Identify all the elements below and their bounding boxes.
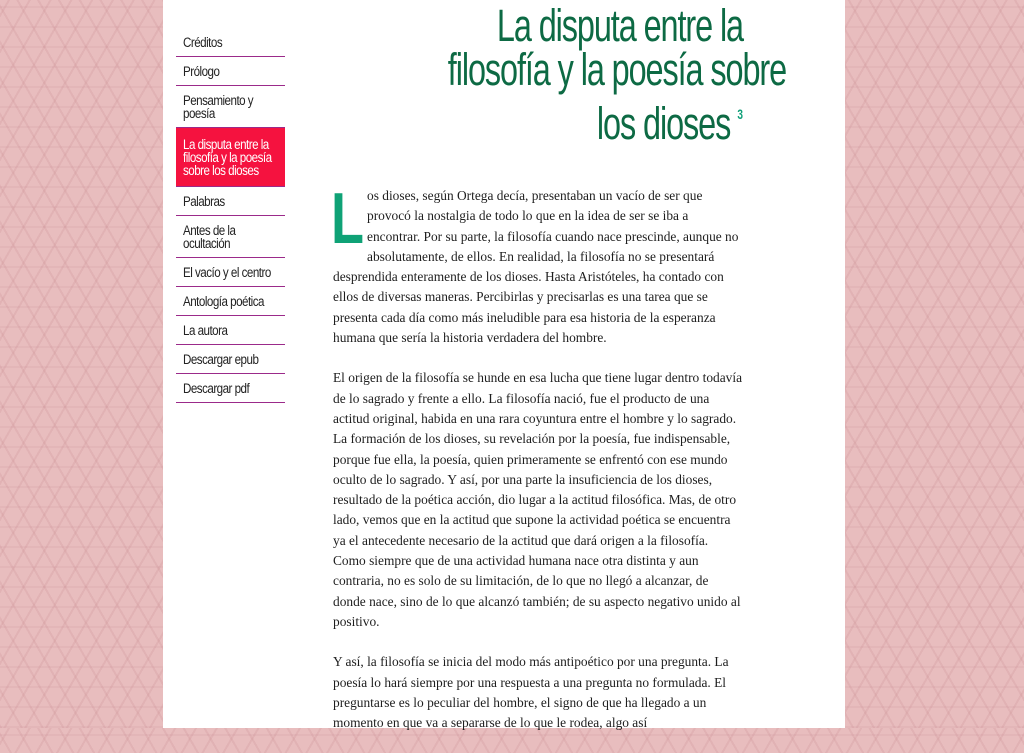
sidebar-item-descargar-epub[interactable]: [176, 345, 285, 374]
sidebar-item-label: El vacío y el centro: [183, 265, 271, 280]
title-line-last: [448, 92, 743, 149]
sidebar-item-label: Descargar pdf: [183, 381, 250, 396]
page-panel: [163, 0, 845, 731]
sidebar-item-antologia-poetica[interactable]: [176, 287, 285, 316]
sidebar-item-palabras[interactable]: [176, 187, 285, 216]
title-line: filosofía y la poesía sobre: [447, 44, 787, 95]
sidebar-item-label: Palabras: [183, 194, 225, 209]
sidebar-item-label: Pensamiento y poesía: [183, 93, 254, 121]
drop-cap: L: [331, 179, 364, 259]
title-line: La disputa entre la: [496, 0, 743, 51]
article-content: [331, 0, 787, 753]
page-title: [333, 0, 787, 149]
sidebar-item-label: Antología poética: [183, 294, 264, 309]
sidebar-item-descargar-pdf[interactable]: [176, 374, 285, 403]
sidebar-item-label: Antes de la ocultación: [183, 223, 236, 251]
sidebar-item-la-disputa[interactable]: [176, 128, 285, 187]
sidebar-item-prologo[interactable]: [176, 57, 285, 86]
sidebar-item-creditos[interactable]: [176, 28, 285, 57]
sidebar-item-la-autora[interactable]: [176, 316, 285, 345]
paragraph: [331, 179, 743, 348]
sidebar-item-label: La autora: [183, 323, 228, 338]
sidebar-item-label: Créditos: [183, 35, 223, 50]
article-body: [331, 179, 743, 733]
sidebar-item-label: Descargar epub: [183, 352, 259, 367]
sidebar-item-pensamiento-y-poesia[interactable]: [176, 86, 285, 128]
paragraph-text: os dioses, según Ortega decía, presentaban un vacío de ser que provocó la nostalgia de todo lo que en la idea de ser se iba a encontrar. Por su parte, la filosofía cuando nace prescinde, aunque no absolutamente, de ellos. En realidad, la filosofía no se presentará desprendida enteramente de los dioses. Hasta Aristóteles, ha contado con ellos de diversas maneras. Percibirlas y precisarlas es una tarea que se presenta cada día como más ineludible para esa historia de la esperanza humana que sería la historia verdadera del hombre.: [333, 188, 739, 346]
sidebar-nav: [176, 28, 285, 403]
paragraph: Y así, la filosofía se inicia del modo más antipoético por una pregunta. La poesía lo hará siempre por una respuesta a una pregunta no formulada. El preguntarse es lo peculiar del hombre, el signo de que ha llegado a un momento en que va a separarse de lo que le rodea, algo así: [333, 654, 729, 731]
footnote-link[interactable]: 3: [737, 106, 743, 122]
sidebar-item-antes-de-la-ocultacion[interactable]: [176, 216, 285, 258]
sidebar-item-el-vacio-y-el-centro[interactable]: [176, 258, 285, 287]
paragraph: El origen de la filosofía se hunde en esa lucha que tiene lugar dentro todavía de lo sagrado y frente a ello. La filosofía nació, fue el producto de una actitud original, habida en una rara coyuntura entre el hombre y lo sagrado. La formación de los dioses, su revelación por la poesía, fue indispensable, porque fue ella, la poesía, quien primeramente se enfrentó con ese mundo oculto de lo sagrado. Y así, por una parte la insuficiencia de los dioses, resultado de la poética acción, dio lugar a la actitud filosófica. Mas, de otro lado, vemos que en la actitud que supone la actividad poética se encuentra ya el antecedente necesario de la actitud que dará origen a la filosofía. Como siempre que de una actividad humana nace otra distinta y aun contraria, no es solo de su limitación, de lo que no llegó a alcanzar, de donde nace, sino de lo que alcanzó también; de su aspecto negativo unido al positivo.: [333, 370, 743, 629]
sidebar-item-label: Prólogo: [183, 64, 220, 79]
sidebar-item-label: La disputa entre la filosofía y la poesía sobre los dioses: [183, 137, 272, 178]
title-line-text: los dioses: [596, 98, 731, 149]
